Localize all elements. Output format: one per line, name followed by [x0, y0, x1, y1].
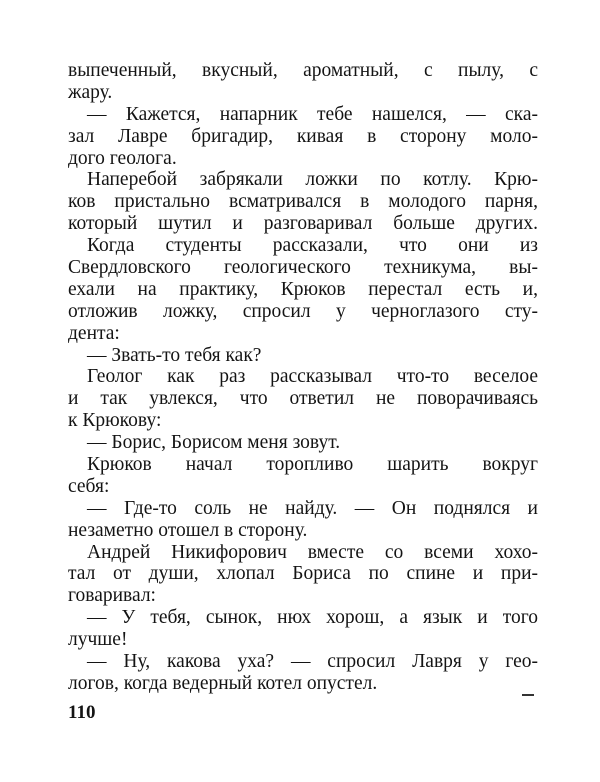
text-line: говаривал: — [68, 585, 156, 607]
text-line: Когда студенты рассказали, что они из — [87, 235, 538, 257]
text-line: зал Лавре бригадир, кивая в сторону моло- — [68, 125, 538, 147]
text-line: ехали на практику, Крюков перестал есть и, — [68, 278, 538, 300]
text-line: к Крюкову: — [68, 410, 162, 432]
text-line: отложив ложку, спросил у черноглазого сту- — [68, 300, 538, 322]
text-line: незаметно отошел в сторону. — [68, 519, 308, 541]
text-line: дента: — [68, 322, 120, 344]
book-page-text — [68, 60, 538, 695]
text-line: — Кажется, напарник тебе нашелся, — ска- — [87, 103, 538, 125]
text-line: жару. — [68, 81, 113, 103]
text-line: — Ну, какова уха? — спросил Лавря у гео- — [87, 651, 538, 673]
text-line: лучше! — [68, 629, 128, 651]
text-line: — У тебя, сынок, нюх хорош, а язык и того — [87, 607, 538, 629]
text-line: Андрей Никифорович вместе со всеми хохо- — [87, 541, 538, 563]
text-line: Наперебой забрякали ложки по котлу. Крю- — [87, 169, 538, 191]
text-line: который шутил и разговаривал больше других. — [68, 213, 538, 235]
text-line: — Борис, Борисом меня зовут. — [87, 432, 341, 454]
text-line: — Где-то соль не найду. — Он поднялся и — [87, 497, 538, 519]
text-line: Крюков начал торопливо шарить вокруг — [87, 454, 538, 476]
text-line: — Звать-то тебя как? — [87, 344, 262, 366]
text-line: логов, когда ведерный котел опустел. — [68, 672, 378, 694]
print-mark — [522, 694, 534, 696]
text-line: Свердловского геологического техникума, вы- — [68, 257, 538, 279]
text-line: ков пристально всматривался в молодого парня, — [68, 191, 538, 213]
text-line: дого геолога. — [68, 147, 177, 169]
text-line: себя: — [68, 475, 110, 497]
text-line: и так увлекся, что ответил не поворачиваясь — [68, 388, 538, 410]
text-line: выпеченный, вкусный, ароматный, с пылу, с — [68, 60, 538, 81]
page-number: 110 — [68, 702, 96, 723]
text-line: Геолог как раз рассказывал что-то веселое — [87, 366, 538, 388]
text-line: тал от души, хлопал Бориса по спине и при- — [68, 563, 538, 585]
